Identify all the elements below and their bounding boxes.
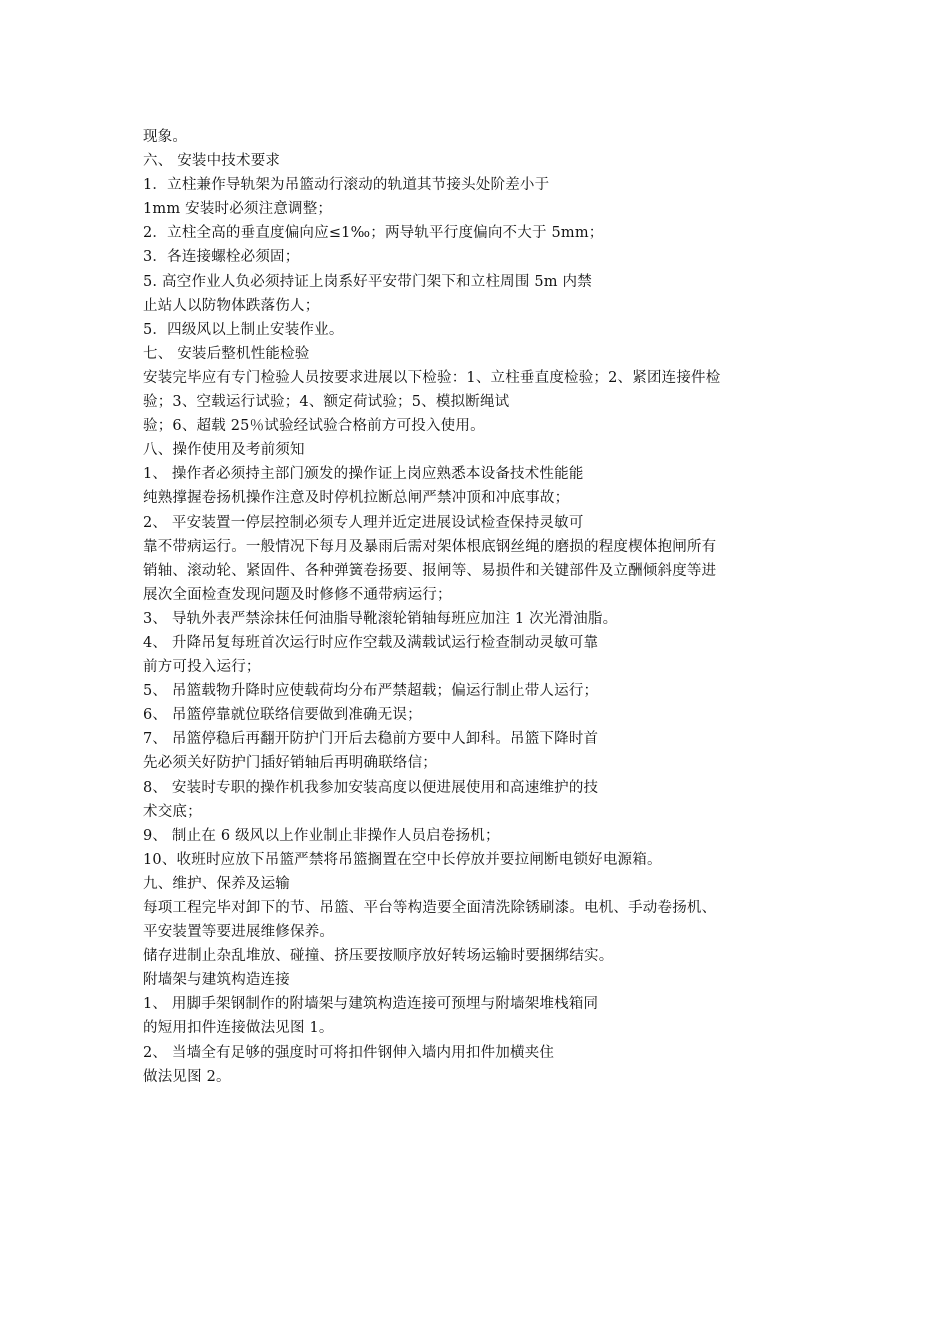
text-line: 先必须关好防护门插好销轴后再明确联络信； xyxy=(143,755,437,772)
text-line: 销轴、滚动轮、紧固件、各种弹簧卷扬要、报闸等、易损件和关键部件及立酬倾斜度等进 xyxy=(143,562,717,579)
section-heading: 附墙架与建筑构造连接 xyxy=(143,972,290,989)
text-line: 的短用扣件连接做法见图 1。 xyxy=(143,1020,334,1037)
text-line: 5．四级风以上制止安装作业。 xyxy=(143,321,344,338)
text-line: 1、 操作者必须持主部门颁发的操作证上岗应熟悉本设备技术性能能 xyxy=(143,466,584,483)
section-heading: 七、 安装后整机性能检验 xyxy=(143,345,310,362)
text-line: 做法见图 2。 xyxy=(143,1068,231,1085)
text-line: 10、收班时应放下吊篮严禁将吊篮搁置在空中长停放并要拉闸断电锁好电源箱。 xyxy=(143,851,662,868)
text-line: 纯熟撑握卷扬机操作注意及时停机拉断总闸严禁冲顶和冲底事故； xyxy=(143,490,570,507)
text-line: 5. 高空作业人负必须持证上岗系好平安带门架下和立柱周围 5m 内禁 xyxy=(143,273,592,290)
text-line: 1、 用脚手架钢制作的附墙架与建筑构造连接可预埋与附墙架堆栈箱同 xyxy=(143,996,599,1013)
text-line: 6、 吊篮停靠就位联络信要做到准确无误； xyxy=(143,707,422,724)
text-line: 验；6、超载 25％试验经试验合格前方可投入使用。 xyxy=(143,418,485,435)
text-line: 2．立柱全高的垂直度偏向应≤1‰；两导轨平行度偏向不大于 5mm； xyxy=(143,225,604,242)
text-line: 4、 升降吊复每班首次运行时应作空载及满载试运行检查制动灵敏可靠 xyxy=(143,634,599,651)
text-line: 平安装置等要进展维修保养。 xyxy=(143,924,335,941)
text-line: 7、 吊篮停稳后再翻开防护门开后去稳前方要中人卸科。吊篮下降时首 xyxy=(143,731,599,748)
text-line: 术交底； xyxy=(143,803,202,820)
text-line: 1．立柱兼作导轨架为吊篮动行滚动的轨道其节接头处阶差小于 xyxy=(143,177,550,194)
text-line: 展次全面检查发现问题及时修修不通带病运行； xyxy=(143,586,452,603)
section-heading: 九、维护、保养及运输 xyxy=(143,875,290,892)
text-line: 前方可投入运行； xyxy=(143,659,261,676)
document-body xyxy=(143,125,813,1089)
text-line: 2、 当墙全有足够的强度时可将扣件钢伸入墙内用扣件加横夹住 xyxy=(143,1044,555,1061)
text-line: 3、 导轨外表严禁涂抹任何油脂导靴滚轮销轴每班应加注 1 次光滑油脂。 xyxy=(143,610,618,627)
text-line: 9、 制止在 6 级风以上作业制止非操作人员启卷扬机； xyxy=(143,827,500,844)
text-line: 验；3、空载运行试验；4、额定荷试验；5、模拟断绳试 xyxy=(143,394,510,411)
text-line: 靠不带病运行。一般情况下每月及暴雨后需对架体根底钢丝绳的磨损的程度楔体抱闸所有 xyxy=(143,538,717,555)
text-line: 8、 安装时专职的操作机我参加安装高度以便进展使用和高速维护的技 xyxy=(143,779,599,796)
text-line: 2、 平安装置一停层控制必须专人理并近定进展设试检查保持灵敏可 xyxy=(143,514,584,531)
text-line: 3．各连接螺栓必须固； xyxy=(143,249,300,266)
text-line: 止站人以防物体跌落伤人； xyxy=(143,297,320,314)
text-line: 现象。 xyxy=(143,129,188,145)
text-line: 每项工程完毕对卸下的节、吊篮、平台等构造要全面清洗除锈刷漆。电机、手动卷扬机、 xyxy=(143,900,717,916)
text-line: 1mm 安装时必须注意调整； xyxy=(143,201,333,218)
text-line: 5、 吊篮载物升降时应使载荷均分布严禁超载；偏运行制止带人运行； xyxy=(143,683,599,700)
text-line: 安装完毕应有专门检验人员按要求进展以下检验：1、立柱垂直度检验；2、紧团连接件检 xyxy=(143,369,721,386)
section-heading: 六、 安装中技术要求 xyxy=(143,153,281,170)
text-line: 储存进制止杂乱堆放、碰撞、挤压要按顺序放好转场运输时要捆绑结实。 xyxy=(143,948,614,965)
section-heading: 八、操作使用及考前须知 xyxy=(143,442,305,459)
